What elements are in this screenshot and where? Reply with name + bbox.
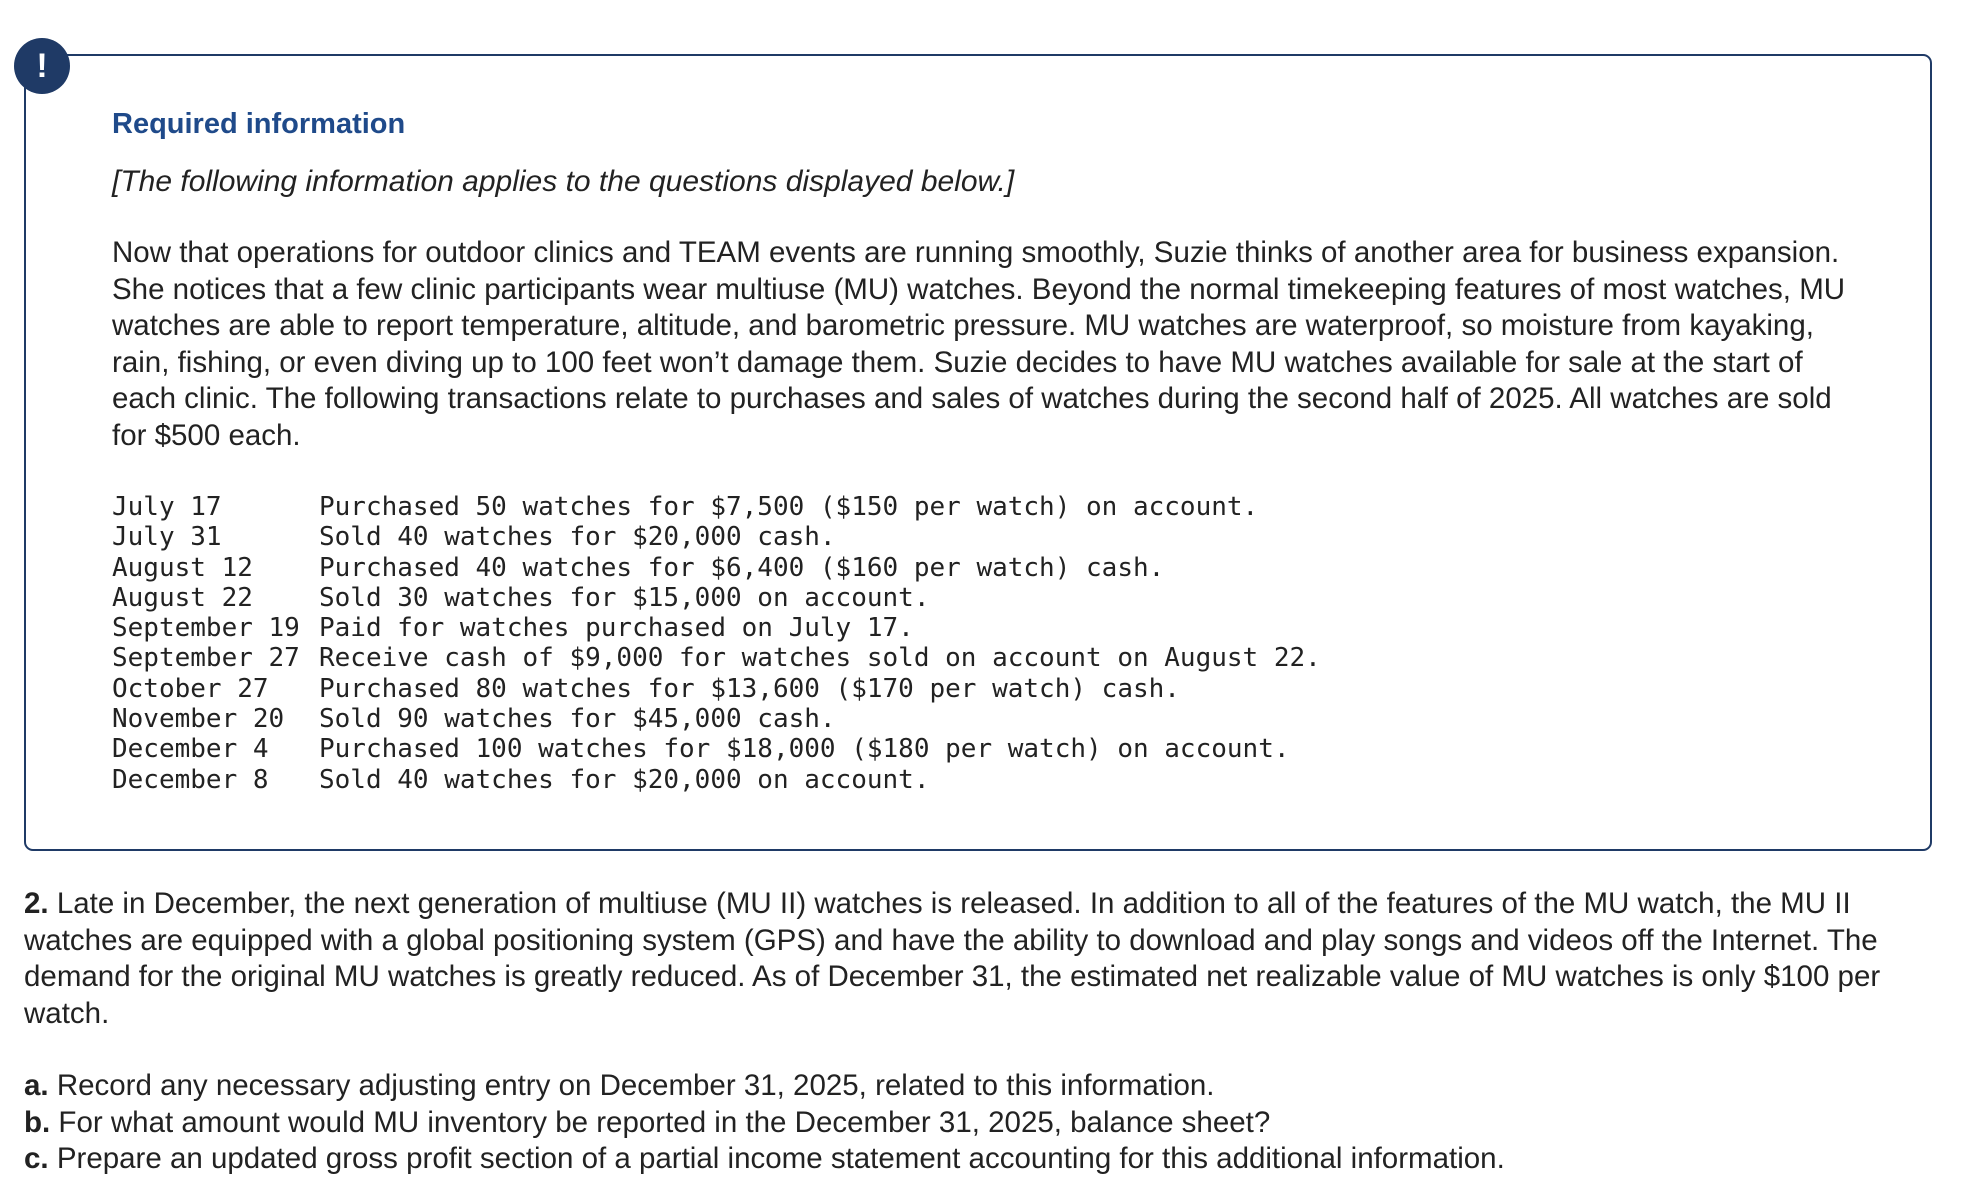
transaction-row — [112, 553, 1321, 583]
transaction-date: July 17 — [112, 492, 222, 522]
transactions-list — [112, 492, 1321, 795]
transactions-table — [112, 492, 1321, 795]
transaction-description: Sold 90 watches for $45,000 cash. — [319, 704, 836, 735]
question-part-a — [24, 1069, 1215, 1102]
required-information-panel — [24, 54, 1932, 851]
part-text: Prepare an updated gross profit section of a partial income statement accounting for this additional information. — [56, 1142, 1505, 1175]
question-body: Late in December, the next generation of multiuse (MU II) watches is released. In addition to all of the features of the MU watch, the MU II watches are equipped with a global positioning system (GPS) and have the ability to download and play songs and videos off the Internet. The demand for the original MU watches is greatly reduced. As of December 31, the estimated net realizable value of MU watches is only $100 per watch. — [24, 887, 1881, 1030]
transaction-row — [112, 522, 1321, 552]
transaction-date: December 4 — [112, 734, 269, 765]
transaction-date: August 22 — [112, 582, 253, 613]
question-parts — [24, 1068, 1934, 1178]
transaction-description: Receive cash of $9,000 for watches sold on account on August 22. — [319, 643, 1321, 674]
transaction-row — [112, 583, 1321, 613]
transaction-description: Sold 40 watches for $20,000 cash. — [319, 522, 836, 553]
transaction-description: Purchased 40 watches for $6,400 ($160 per watch) cash. — [319, 552, 1165, 583]
transaction-date: October 27 — [112, 673, 269, 704]
part-text: For what amount would MU inventory be reported in the December 31, 2025, balance sheet? — [58, 1105, 1271, 1139]
required-information-subtitle: [The following information applies to the questions displayed below.] — [112, 165, 1015, 198]
question-number: 2. — [24, 887, 49, 920]
part-text: Record any necessary adjusting entry on December 31, 2025, related to this information. — [56, 1069, 1215, 1102]
scenario-paragraph: Now that operations for outdoor clinics and TEAM events are running smoothly, Suzie thinks of another area for business expansion. She notices that a few clinic participants wear multiuse (MU) watches. Beyond the normal timekeeping features of most watches, MU watches are able to report temperature, altitude, and barometric pressure. MU watches are waterproof, so moisture from kayaking, rain, fishing, or even diving up to 100 feet won’t damage them. Suzie decides to have MU watches available for sale at the start of each clinic. The following transactions relate to purchases and sales of watches during the second half of 2025. All watches are sold for $500 each. — [112, 236, 1846, 452]
transaction-date: July 31 — [112, 522, 222, 553]
transaction-description: Purchased 100 watches for $18,000 ($180 per watch) on account. — [319, 734, 1290, 765]
transaction-date: December 8 — [112, 764, 269, 795]
transaction-description: Purchased 80 watches for $13,600 ($170 per watch) cash. — [319, 673, 1180, 704]
transaction-description: Paid for watches purchased on July 17. — [319, 613, 914, 644]
required-information-title: Required information — [112, 108, 406, 140]
question-part-b — [24, 1106, 1270, 1139]
transaction-description: Purchased 50 watches for $7,500 ($150 per watch) on account. — [319, 492, 1259, 522]
transaction-row — [112, 643, 1321, 673]
transaction-row — [112, 674, 1321, 704]
question-2 — [24, 886, 1934, 1178]
transaction-row — [112, 704, 1321, 734]
part-letter: a. — [24, 1069, 49, 1102]
transaction-row — [112, 613, 1321, 643]
required-information-content — [112, 106, 1872, 795]
transaction-date: November 20 — [112, 704, 285, 735]
transaction-date: August 12 — [112, 552, 253, 583]
transaction-row — [112, 734, 1321, 764]
transaction-description: Sold 40 watches for $20,000 on account. — [319, 764, 930, 795]
transaction-row — [112, 492, 1321, 522]
question-part-c — [24, 1142, 1505, 1175]
transaction-row — [112, 765, 1321, 795]
alert-icon: ! — [14, 38, 70, 94]
transaction-date: September 19 — [112, 613, 300, 644]
part-letter: b. — [24, 1105, 51, 1139]
transaction-description: Sold 30 watches for $15,000 on account. — [319, 582, 930, 613]
part-letter: c. — [24, 1142, 49, 1175]
question-2-text — [24, 886, 1934, 1032]
transaction-date: September 27 — [112, 643, 300, 674]
